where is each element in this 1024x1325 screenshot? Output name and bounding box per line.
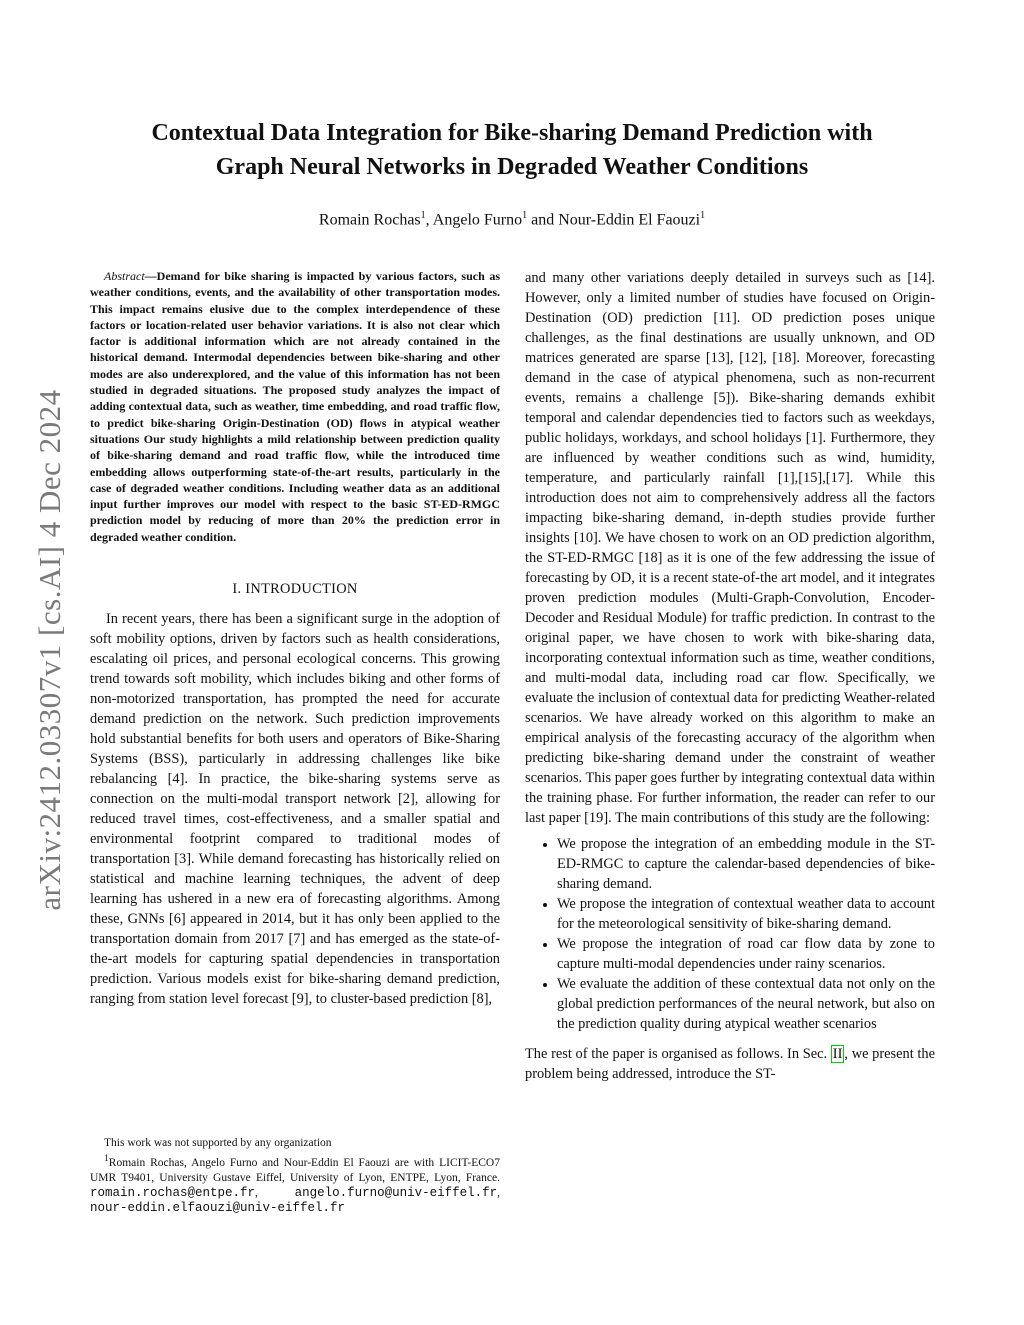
section-heading: I. INTRODUCTION [232, 581, 358, 598]
arxiv-stamp: arXiv:2412.03307v1 [cs.AI] 4 Dec 2024 [32, 389, 67, 911]
intro-paragraph-continued: and many other variations deeply detailed in surveys such as [14]. However, only a limited number of studies have focused on Origin-Destination (OD) prediction [11]. OD prediction poses unique challenges, as the final destinations are usually unknown, and OD matrices generated are sparse [13], [12], [18]. Moreover, forecasting demand in the case of atypical phenomena, such as non-recurrent events, remains a challenge [5]). Bike-sharing demands exhibit temporal and calendar dependencies tied to factors such as weekdays, public holidays, workdays, and school holidays [1]. Furthermore, they are influenced by weather conditions such as wind, humidity, temperature, and particularly rainfall [1],[15],[17]. While this introduction does not aim to comprehensively address all the factors impacting bike-sharing demand, in-depth studies provide further insights [10]. We have chosen to work on an OD prediction algorithm, the ST-ED-RMGC [18] as it is one of the few addressing the issue of forecasting by OD, it is a recent state-of-the art model, and it integrates proven prediction modules (Multi-Graph-Convolution, Encoder-Decoder and Residual Module) for traffic prediction. In contrast to the original paper, we have chosen to work with bike-sharing data, incorporating contextual information such as time, weather conditions, and multi-modal data, including road car flow. Specifically, we evaluate the inclusion of contextual data for predicting Weather-related scenarios. We have already worked on this algorithm to make an empirical analysis of the forecasting accuracy of the algorithm when predicting bike-sharing demand under the constraint of weather scenarios. This paper goes further by integrating contextual data within the training phase. For further information, the reader can refer to our last paper [19]. The main contributions of this study are the following: [525, 270, 935, 826]
author-name: Nour-Eddin El Faouzi [558, 211, 701, 229]
affiliation-mark: 1 [700, 210, 706, 221]
author-name: Romain Rochas [318, 211, 421, 229]
title-line-1: Contextual Data Integration for Bike-sharing Demand Prediction with [151, 120, 873, 146]
affiliation-mark: 1 [522, 210, 528, 221]
footnote [90, 1136, 500, 1216]
author-list: Romain Rochas$^1$, Angelo Furno$^1$ and Nour-Eddin El Faouzi$^1$ [318, 210, 706, 229]
affiliation-note: $^1$Romain Rochas, Angelo Furno and Nour-Eddin El Faouzi are with LICIT-ECO7 UMR T9401, University Gustave Eiffel, University of Lyon, ENTPE, Lyon, France. romain.rochas@entpe.fr, angelo.furno@univ-eiffel.fr, nour-eddin.elfaouzi@univ-eiffel.fr [90, 1153, 500, 1215]
affiliation-mark: 1 [420, 210, 426, 221]
abstract-label: Abstract [104, 269, 145, 283]
section-link[interactable]: II [832, 1046, 843, 1062]
intro-paragraph: In recent years, there has been a significant surge in the adoption of soft mobility options, driven by factors such as health considerations, escalating oil prices, and personal ecological concerns. This growing trend towards soft mobility, which includes biking and other forms of non-motorized transportation, has prompted the need for accurate demand prediction on the network. Such prediction improvements hold substantial benefits for both users and operators of Bike-Sharing Systems (BSS), particularly in addressing challenges like bike rebalancing [4]. In practice, the bike-sharing systems serve as connection on the multi-modal transport network [2], allowing for reduced travel times, cost-effectiveness, and a smaller spatial and environmental footprint compared to traditional modes of transportation [3]. While demand forecasting has historically relied on statistical and machine learning techniques, the advent of deep learning has ushered in a new era of forecasting algorithms. Among these, GNNs [6] appeared in 2014, but it has only been applied to the transportation domain from 2017 [7] and has emerged as the state-of-the-art models for capturing spatial dependencies in transportation prediction. Various models exist for bike-sharing demand prediction, ranging from station level forecast [9], to cluster-based prediction [8], [90, 611, 500, 1008]
right-column [525, 268, 935, 1084]
author-name: Angelo Furno [432, 211, 523, 229]
paper-title [80, 116, 944, 184]
list-item: • We propose the integration of road car flow data by zone to capture multi-modal dependencies under rainy scenarios. [557, 934, 935, 974]
left-column [90, 268, 500, 1009]
email-link[interactable]: angelo.furno@univ-eiffel.fr [294, 1185, 498, 1200]
email-link[interactable]: romain.rochas@entpe.fr [90, 1185, 256, 1200]
contribution-list [525, 834, 935, 1034]
title-line-2: Graph Neural Networks in Degraded Weather Conditions [215, 154, 809, 180]
list-item: • We evaluate the addition of these contextual data not only on the global prediction performances of the neural network, but also on the prediction quality during atypical weather scenarios [557, 974, 935, 1034]
funding-note: This work was not supported by any organization [104, 1137, 332, 1149]
list-item: • We propose the integration of an embedding module in the ST-ED-RMGC to capture the calendar-based dependencies of bike-sharing demand. [557, 834, 935, 894]
abstract-body: Demand for bike sharing is impacted by various factors, such as weather conditions, events, and the availability of other transportation modes. This impact remains elusive due to the complex interdependence of these factors or location-related user behavior variations. It is also not clear which factor is additional information which are not already contained in the historical demand. Intermodal dependencies between bike-sharing and other modes are also underexplored, and the value of this information has not been studied in degraded situations. The proposed study analyzes the impact of adding contextual data, such as weather, time embedding, and road traffic flow, to predict bike-sharing Origin-Destination (OD) flows in atypical weather situations Our study highlights a mild relationship between prediction quality of bike-sharing demand and road traffic flow, while the introduced time embedding allows outperforming state-of-the-art results, particularly in the case of degraded weather conditions. Including weather data as an additional input further improves our model with respect to the basic ST-ED-RMGC prediction model by reducing of more than 20% the prediction error in degraded weather condition. [90, 269, 500, 544]
list-item: • We propose the integration of contextual weather data to account for the meteorological sensitivity of bike-sharing demand. [557, 894, 935, 934]
email-link[interactable]: nour-eddin.elfaouzi@univ-eiffel.fr [90, 1200, 346, 1215]
abstract: Abstract—Demand for bike sharing is impacted by various factors, such as weather conditions, events, and the availability of other transportation modes. This impact remains elusive due to the complex interdependence of these factors or location-related user behavior variations. It is also not clear which factor is additional information which are not already contained in the historical demand. Intermodal dependencies between bike-sharing and other modes are also underexplored, and the value of this information has not been studied in degraded situations. The proposed study analyzes the impact of adding contextual data, such as weather, time embedding, and road traffic flow, to predict bike-sharing Origin-Destination (OD) flows in atypical weather situations Our study highlights a mild relationship between prediction quality of bike-sharing demand and road traffic flow, while the introduced time embedding allows outperforming state-of-the-art results, particularly in the case of degraded weather conditions. Including weather data as an additional input further improves our model with respect to the basic ST-ED-RMGC prediction model by reducing of more than 20% the prediction error in degraded weather condition. [90, 269, 500, 544]
outline-paragraph: The rest of the paper is organised as follows. In Sec. II , we present the problem being addressed, introduce the ST- [525, 1046, 936, 1082]
